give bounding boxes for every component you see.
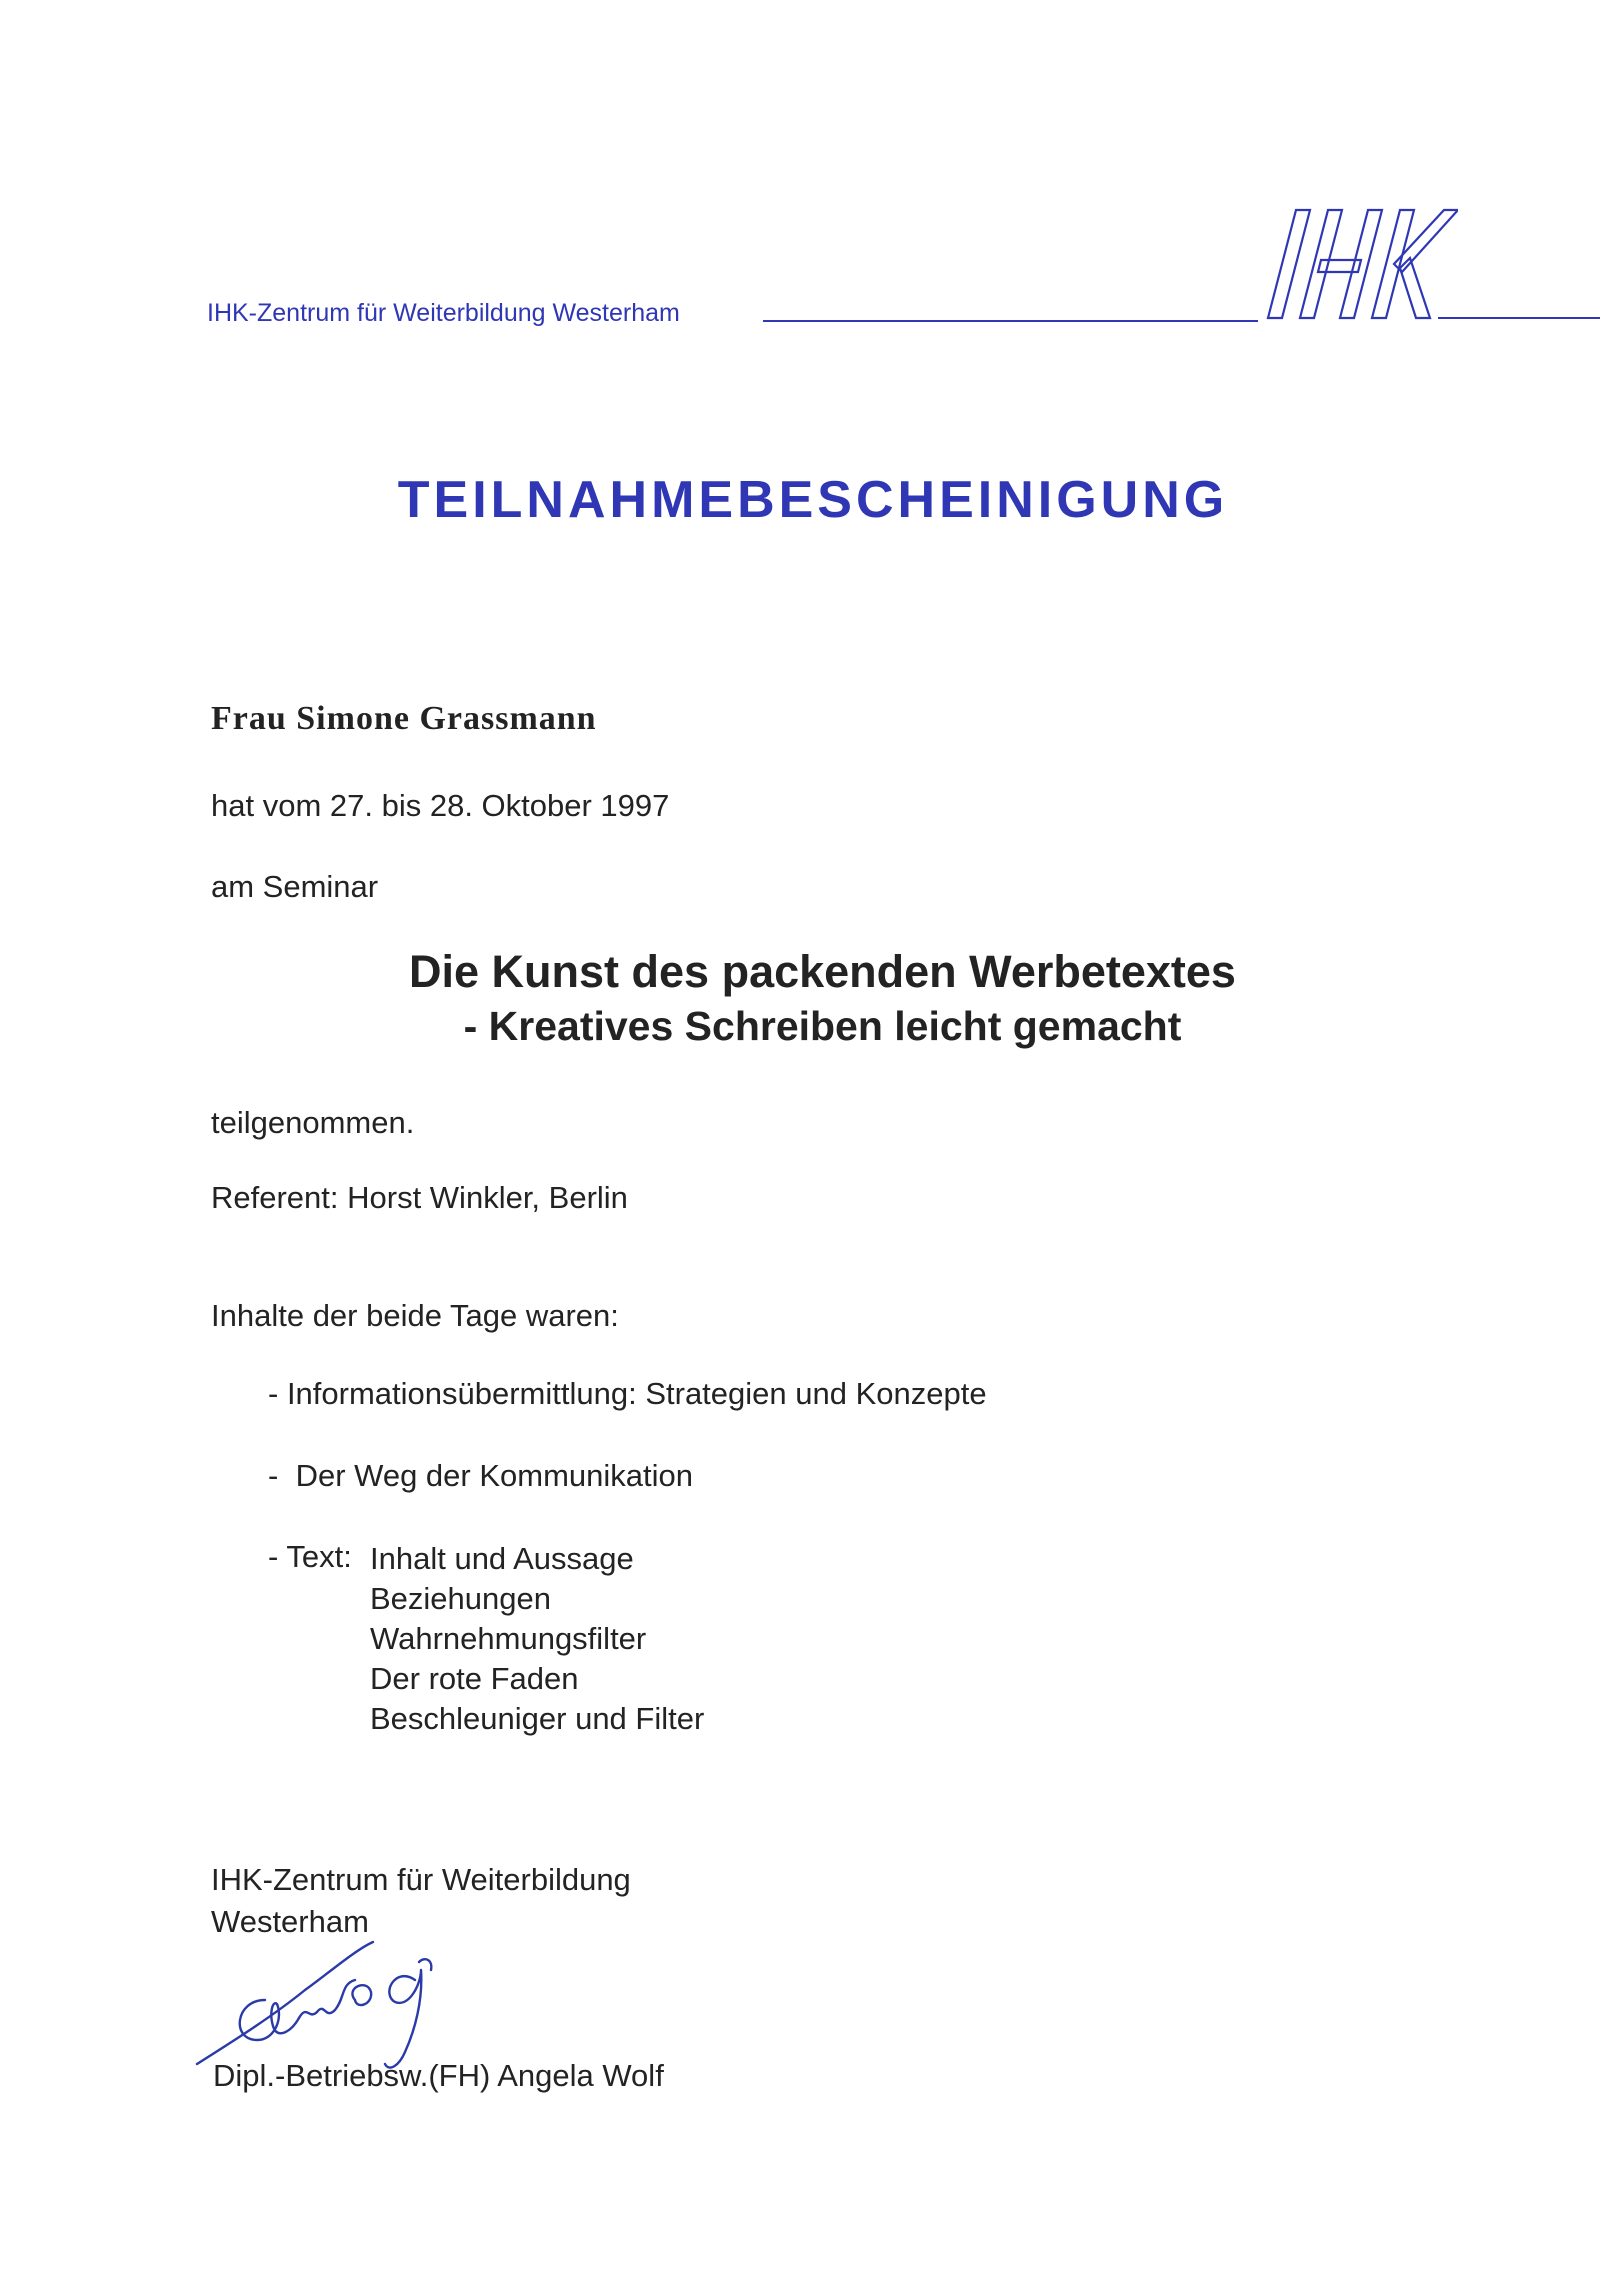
- subitem: Beschleuniger und Filter: [370, 1701, 705, 1736]
- seminar-intro: am Seminar: [211, 869, 379, 904]
- subitem: Inhalt und Aussage: [370, 1541, 634, 1576]
- signature-icon: [195, 1940, 480, 2075]
- contents-intro: Inhalte der beide Tage waren:: [211, 1298, 619, 1333]
- subitem: Der rote Faden: [370, 1661, 579, 1696]
- signatory-name: Dipl.-Betriebsw.(FH) Angela Wolf: [213, 2058, 664, 2093]
- topic-item: - Informationsübermittlung: Strategien und Konzepte: [268, 1376, 987, 1411]
- topic-item: - Text:: [268, 1539, 352, 1574]
- footer-org-line: Westerham: [211, 1904, 369, 1939]
- speaker-line: Referent: Horst Winkler, Berlin: [211, 1180, 628, 1215]
- certificate-title: TEILNAHMEBESCHEINIGUNG: [397, 471, 1229, 529]
- recipient-name: Frau Simone Grassmann: [211, 700, 597, 737]
- attendance-dates: hat vom 27. bis 28. Oktober 1997: [211, 788, 670, 823]
- subitem: Wahrnehmungsfilter: [370, 1621, 647, 1656]
- topic-subitems: [370, 1541, 705, 1739]
- footer-org: [211, 1859, 631, 1943]
- ihk-logo-icon: [1258, 206, 1458, 322]
- subitem: Beziehungen: [370, 1581, 551, 1616]
- header-rule-right: [1438, 317, 1600, 319]
- course-title: Die Kunst des packenden Werbetextes: [409, 946, 1236, 997]
- footer-org-line: IHK-Zentrum für Weiterbildung: [211, 1862, 631, 1897]
- participation-statement: teilgenommen.: [211, 1105, 415, 1140]
- topic-item: - Der Weg der Kommunikation: [268, 1458, 693, 1493]
- course-subtitle: - Kreatives Schreiben leicht gemacht: [463, 1003, 1182, 1049]
- header-org-name: IHK-Zentrum für Weiterbildung Westerham: [207, 299, 680, 327]
- header-rule: [763, 320, 1258, 322]
